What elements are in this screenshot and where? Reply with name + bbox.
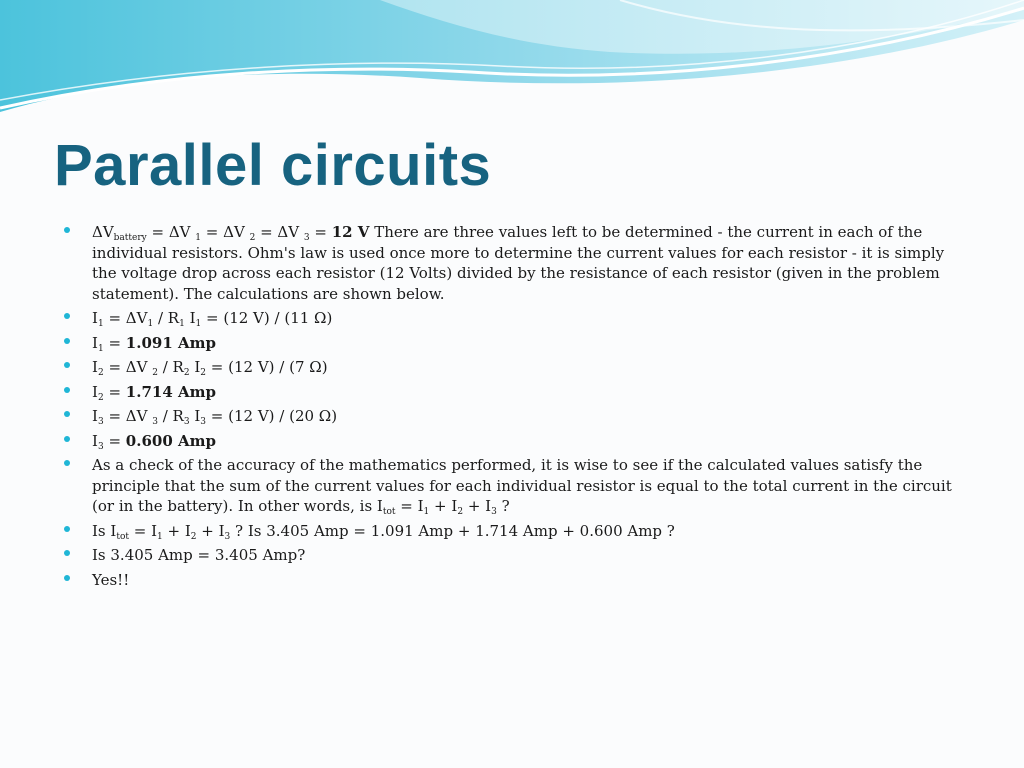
bullet-dot-icon [64, 550, 70, 556]
bullet-dot-icon [64, 411, 70, 417]
header-wave-decoration [0, 0, 1024, 130]
list-item: $I_2 = 1.714$ Amp [64, 382, 964, 403]
list-item: $I_3 = 0.600$ Amp [64, 431, 964, 452]
bullet-dot-icon [64, 313, 70, 319]
bullet-dot-icon [64, 387, 70, 393]
slide-title: Parallel circuits [54, 133, 492, 198]
bullet-dot-icon [64, 460, 70, 466]
list-item: Is $I_{tot} = I_1 + I_2 + I_3$ ? Is 3.405 Amp = 1.091 Amp + 1.714 Amp + 0.600 Amp ? [64, 521, 964, 542]
list-item: Yes!! [64, 570, 964, 591]
bullet-list [64, 222, 964, 594]
list-item: Is 3.405 Amp = 3.405 Amp? [64, 545, 964, 566]
list-item: $I_2 = \Delta V$ $_2 / R_2$ $I_2 = (12$ V) / (7 Ω) [64, 357, 964, 378]
list-item: As a check of the accuracy of the mathematics performed, it is wise to see if the calculated values satisfy the principle that the sum of the current values for each individual resistor is equal to the total current in the circuit (or in the battery). In other words, is $I_{tot} = I_1 + I_2 + I_3$ ? [64, 455, 964, 517]
bullet-dot-icon [64, 575, 70, 581]
bullet-dot-icon [64, 338, 70, 344]
list-item: $I_3 = \Delta V$ $_3 / R_3$ $I_3 = (12$ V) / (20 Ω) [64, 406, 964, 427]
list-item: $\Delta V_{battery} = \Delta V$ $_1$ = ΔV $_2$ = ΔV $_3$ = 12 V There are three values left to be determined - the current in each of the individual resistors. Ohm's law is used once more to determine the current values for each resistor - it is simply the voltage drop across each resistor (12 Volts) divided by the resistance of each resistor (given in the problem statement). The calculations are shown below. [64, 222, 964, 304]
bullet-dot-icon [64, 227, 70, 233]
list-item: $I_1 = 1.091$ Amp [64, 333, 964, 354]
bullet-dot-icon [64, 436, 70, 442]
list-item: $I_1 = \Delta V_1 / R_1$ $I_1 = (12$ V) / (11 Ω) [64, 308, 964, 329]
bullet-dot-icon [64, 526, 70, 532]
bullet-dot-icon [64, 362, 70, 368]
